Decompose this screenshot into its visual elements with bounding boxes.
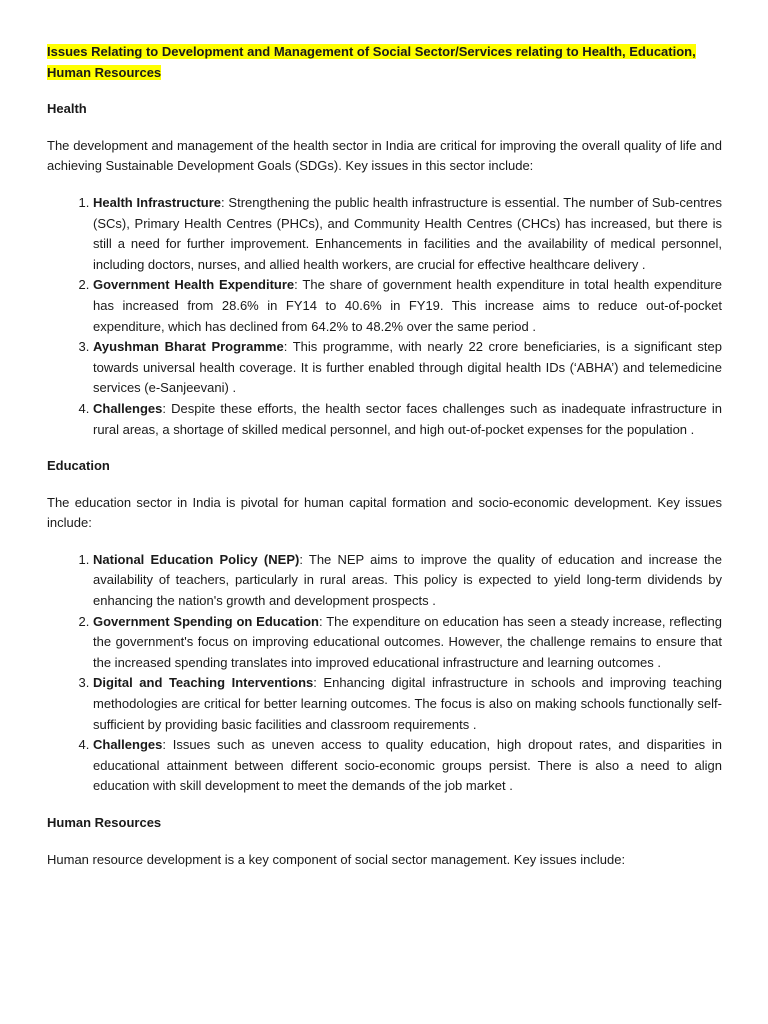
list-item-term: Government Spending on Education: [93, 613, 319, 629]
list-item: [93, 193, 722, 275]
list-item-term: Health Infrastructure: [93, 194, 222, 210]
list-item-text: : The expenditure on education has seen a steady increase, reflecting the government's focus on improving educational outcomes. However, the challenge remains to ensure that the increased spending translates into improved educational infrastructure and learning outcomes .: [93, 613, 723, 670]
list-item-text: : The share of government health expenditure in total health expenditure has increased from 28.6% in FY14 to 40.6% in FY19. This increase aims to reduce out-of-pocket expenditure, which has declined from 64.2% to 48.2% over the same period .: [93, 277, 722, 334]
list-item: [93, 337, 722, 399]
section-intro-education: The education sector in India is pivotal for human capital formation and socio-economic development. Key issues include:: [47, 494, 722, 531]
list-item: [93, 673, 722, 735]
list-item: [93, 275, 722, 337]
list-item-text: : Issues such as uneven access to quality education, high dropout rates, and disparities in educational attainment between different socio-economic groups persist. There is also a need to align education with skill development to meet the demands of the job market .: [93, 737, 722, 794]
section-intro-human-resources: Human resource development is a key component of social sector management. Key issues include:: [47, 851, 626, 867]
list-item: [93, 550, 722, 612]
list-item: [93, 399, 722, 440]
list-item-text: : Strengthening the public health infrastructure is essential. The number of Sub-centres (SCs), Primary Health Centres (PHCs), and Community Health Centres (CHCs) has increased, but there is still a need for further improvement. Enhancements in facilities and the availability of medical personnel, including doctors, nurses, and allied health workers, are crucial for effective healthcare delivery .: [93, 194, 722, 272]
list-item-term: Digital and Teaching Interventions: [93, 675, 314, 691]
list-item-term: Government Health Expenditure: [93, 277, 295, 293]
list-item-term: Challenges: [93, 400, 163, 416]
list-item: [93, 612, 722, 674]
list-item-text: : The NEP aims to improve the quality of education and increase the availability of teachers, particularly in rural areas. This policy is expected to yield long-term dividends by enhancing the nation's growth and development prospects .: [93, 551, 722, 609]
list-item-text: : This programme, with nearly 22 crore beneficiaries, is a significant step towards universal health coverage. It is further enabled through digital health IDs (‘ABHA’) and telemedicine services (e-Sanjeevani) .: [93, 339, 722, 396]
document-title-highlight: Issues Relating to Development and Management of Social Sector/Services relating to Health, Education, Human Resources: [47, 44, 696, 80]
list-item-term: National Education Policy (NEP): [93, 551, 300, 567]
education-issues-list: [47, 550, 722, 797]
list-item-text: : Enhancing digital infrastructure in schools and improving teaching methodologies are critical for better learning outcomes. The focus is also on making schools functionally self-sufficient by providing basic facilities and classroom requirements .: [93, 675, 722, 732]
document-title: [47, 42, 722, 83]
section-heading-education: Education: [47, 458, 110, 474]
list-item: [93, 735, 722, 797]
section-intro-health: The development and management of the health sector in India are critical for improving the overall quality of life and achieving Sustainable Development Goals (SDGs). Key issues in this sector include:: [47, 137, 722, 174]
list-item-text: : Despite these efforts, the health sector faces challenges such as inadequate infrastructure in rural areas, a shortage of skilled medical personnel, and high out-of-pocket expenses for the population .: [93, 400, 722, 437]
health-issues-list: [47, 193, 722, 440]
section-heading-health: Health: [47, 101, 87, 117]
list-item-term: Ayushman Bharat Programme: [93, 339, 284, 355]
document-page: [47, 42, 722, 870]
list-item-term: Challenges: [93, 737, 163, 753]
section-heading-human-resources: Human Resources: [47, 815, 162, 830]
